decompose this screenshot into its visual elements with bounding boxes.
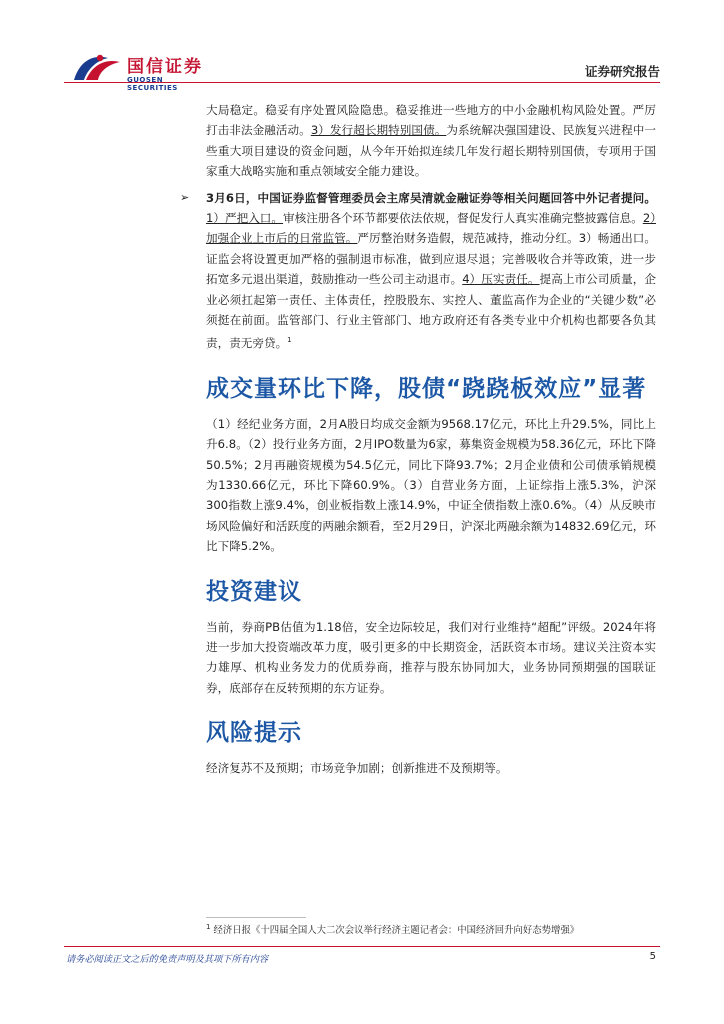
bullet-arrow-icon: ➢ [180, 190, 190, 204]
section-heading-volume: 成交量环比下降，股债“跷跷板效应”显著 [206, 375, 647, 402]
intro-text-2: 为系统解决强国建设、民族复兴进程中一些重大项目建设的资金问题，从今年开始拟连续几年发行超长期特别国债，专项用于国家重大战略实施和重点领域安全能力建设。 [206, 123, 656, 179]
bullet-bold-lead: 3月6日，中国证券监督管理委员会主席吴清就金融证券等相关问题回答中外记者提问。 [206, 190, 656, 205]
bullet-paragraph [206, 188, 656, 354]
footnote-reference[interactable]: 1 [287, 336, 292, 345]
page-number: 5 [649, 951, 656, 962]
intro-text-1: 大局稳定。稳妥有序处置风险隐患。稳妥推进一些地方的中小金融机构风险处置。严厉打击非法金融活动。 [206, 103, 656, 138]
bullet-point-4: 4）压实责任。 [462, 272, 540, 287]
document-type-label: 证券研究报告 [584, 64, 660, 79]
bullet-text-2: 严厉整治财务造假，规范减持，推动分红。3）畅通出口。证监会将设置更加严格的强制退市标准，做到应退尽退；完善吸收合并等政策，进一步拓宽多元退出渠道，鼓励推动一些公司主动退市。 [206, 231, 656, 287]
disclaimer-text: 请务必阅读正文之后的免责声明及其项下所有内容 [66, 954, 269, 965]
bullet-point-2: 2）加强企业上市后的日常监管。 [206, 211, 656, 246]
bullet-text-3: 提高上市公司质量，企业必须扛起第一责任、主体责任，控股股东、实控人、董监高作为企业的“关键少数”必须挺在前面。监管部门、行业主管部门、地方政府还有各类专业中介机构也都要各负其责，责无旁贷。 [206, 272, 656, 351]
footnote [206, 922, 579, 936]
bullet-text-1: 审核注册各个环节都要依法依规，督促发行人真实准确完整披露信息。 [283, 211, 643, 226]
guosen-logo [72, 50, 212, 90]
guosen-logo-icon [72, 50, 122, 84]
footer-divider [64, 946, 660, 947]
section-heading-investment: 投资建议 [206, 578, 302, 605]
footnote-text: 经济日报《十四届全国人大二次会议举行经济主题记者会：中国经济回升向好态势增强》 [213, 925, 580, 936]
section-body-volume: （1）经纪业务方面，2月A股日均成交金额为9568.17亿元，环比上升29.5%，同比上升6.8。（2）投行业务方面，2月IPO数量为6家，募集资金规模为58.36亿元，环比下降50.5%；2月再融资规模为54.5亿元，同比下降93.7%；2月企业债和公司债承销规模为1330.66亿元，环比下降60.9%。（3）自营业务方面，上证综指上涨5.3%，沪深300指数上涨9.4%，创业板指数上涨14.9%，中证全债指数上涨0.6%。（4）从反映市场风险偏好和活跃度的两融余额看，至2月29日，沪深北两融余额为14832.69亿元，环比下降5.2%。 [206, 416, 656, 554]
footnote-mark: 1 [206, 922, 211, 931]
intro-underlined-item: 3）发行超长期特别国债。 [310, 123, 447, 138]
section-heading-risk: 风险提示 [206, 720, 302, 747]
section-body-investment: 当前，券商PB估值为1.18倍，安全边际较足，我们对行业维持“超配”评级。2024年将进一步加大投资端改革力度，吸引更多的中长期资金，活跃资本市场。建议关注资本实力雄厚、机构业务发力的优质券商，推荐与股东协同加大，业务协同预期强的国联证券，底部存在反转预期的东方证券。 [206, 619, 656, 695]
bullet-point-1: 1）严把入口。 [206, 211, 284, 226]
header-divider [64, 82, 660, 83]
bullet-item [180, 188, 656, 354]
logo-english-name: GUOSEN SECURITIES [127, 76, 178, 92]
footnote-divider [206, 917, 306, 918]
section-body-risk: 经济复苏不及预期；市场竞争加剧；创新推进不及预期等。 [206, 761, 508, 776]
logo-chinese-name: 国信证券 [127, 57, 203, 77]
page-header [0, 0, 724, 90]
main-content [180, 100, 656, 779]
intro-paragraph [206, 100, 656, 182]
